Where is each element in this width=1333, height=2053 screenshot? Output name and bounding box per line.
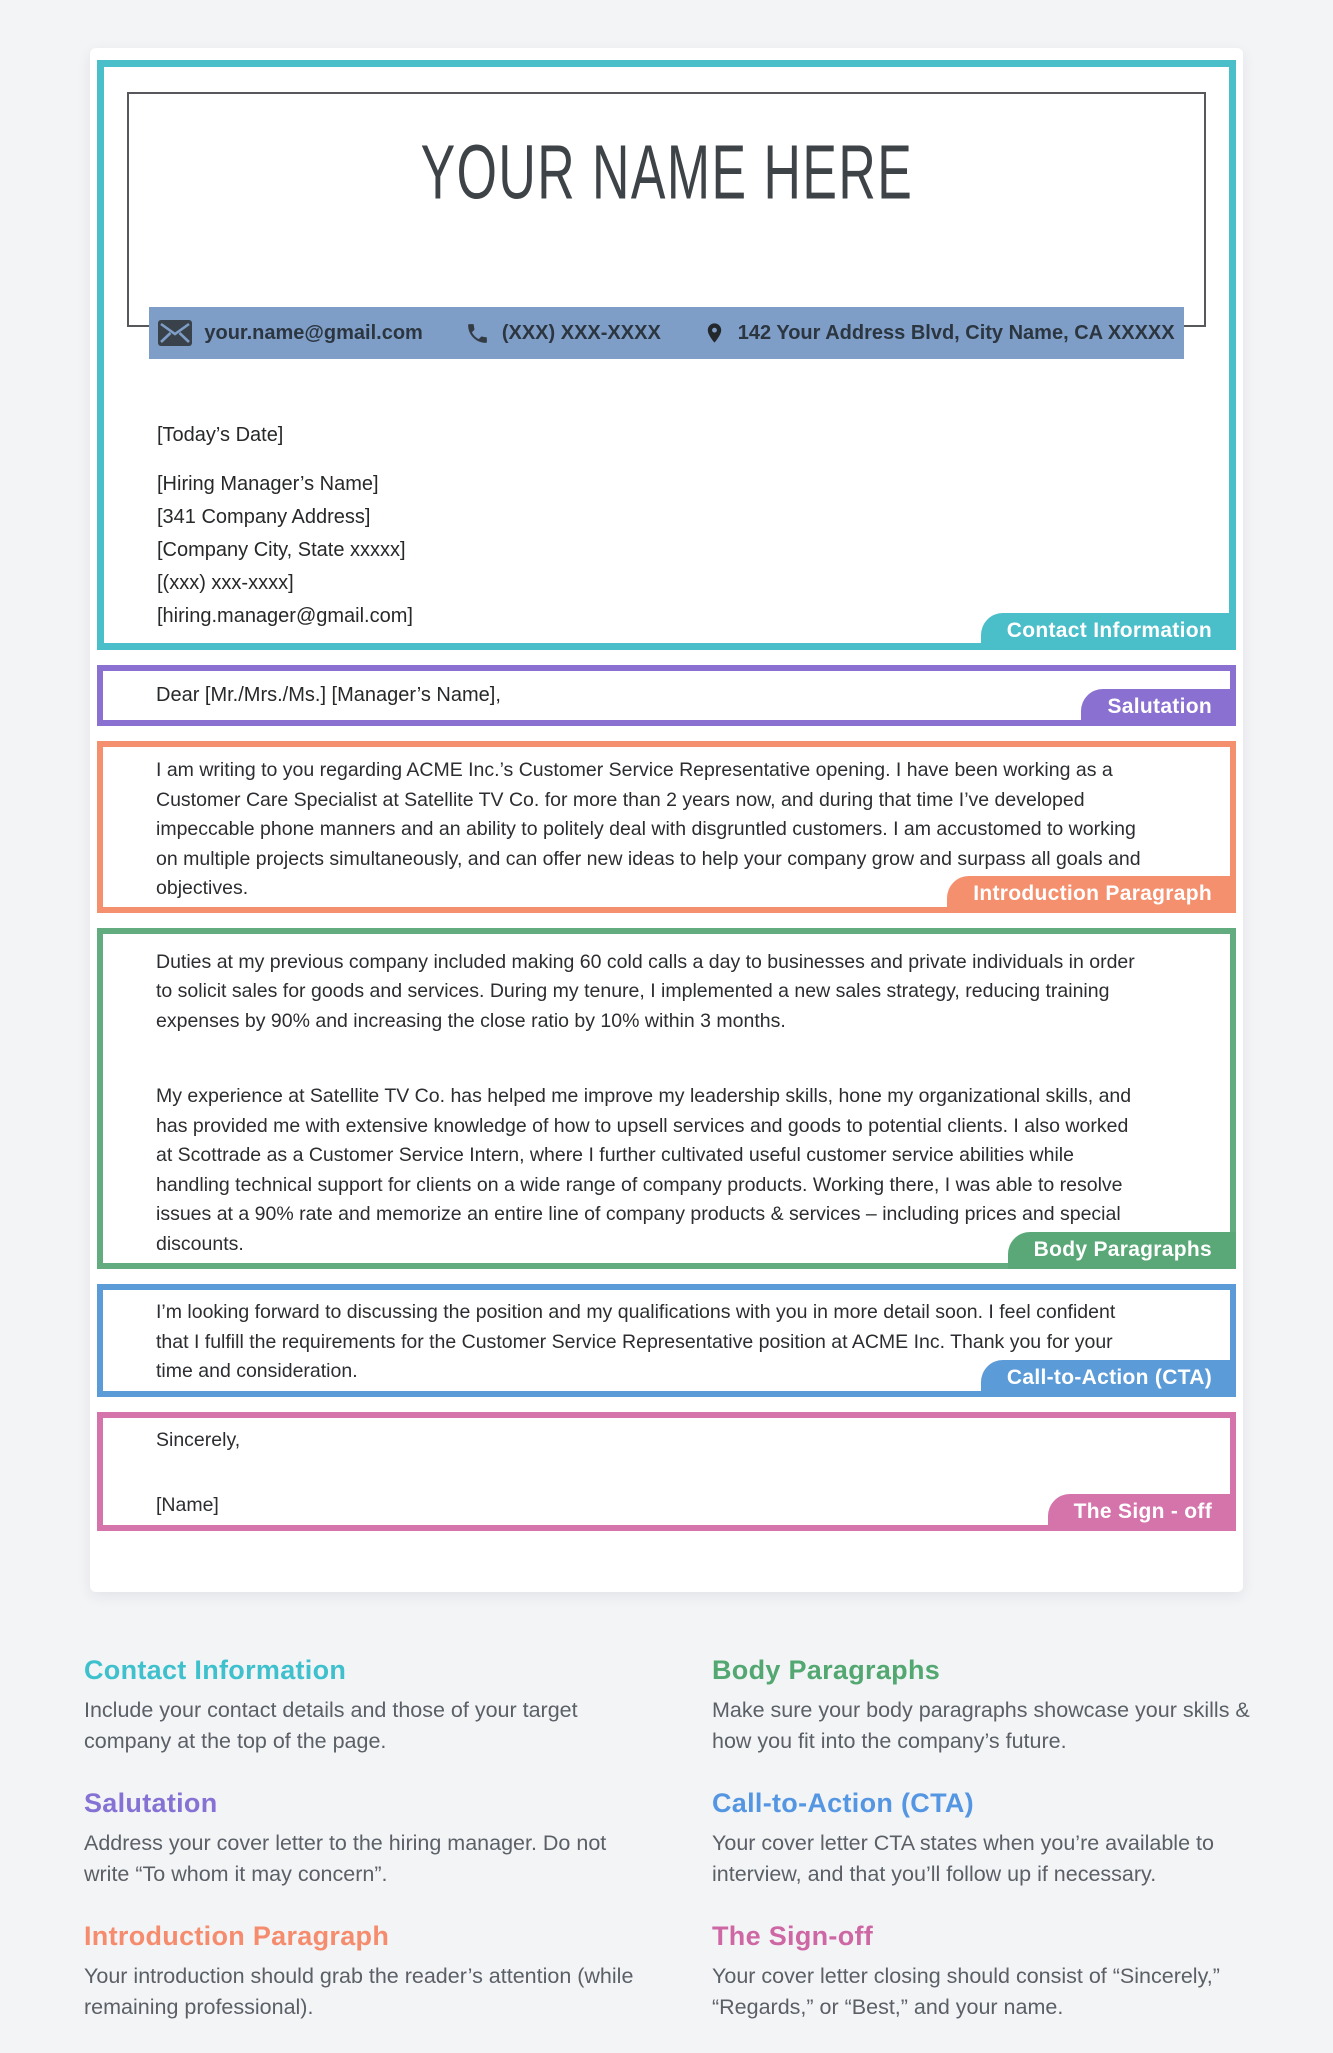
glossary-item-body-paragraphs <box>712 1654 1284 1757</box>
contact-address <box>703 319 1175 347</box>
contact-phone <box>465 321 661 346</box>
recipient-line: [(xxx) xxx-xxxx] <box>157 572 294 594</box>
salutation-text: Dear [Mr./Mrs./Ms.] [Manager’s Name], <box>156 684 501 706</box>
location-pin-icon <box>703 319 726 347</box>
name-wrap <box>129 94 1204 215</box>
glossary-item-sign-off <box>712 1920 1284 2023</box>
section-salutation <box>97 665 1236 726</box>
glossary-text: Your cover letter closing should consist of “Sincerely,” “Regards,” or “Best,” and your name. <box>712 1964 1220 2019</box>
label-salutation: Salutation <box>1081 689 1236 726</box>
section-call-to-action <box>97 1284 1236 1397</box>
glossary-right-column <box>712 1654 1284 2053</box>
label-body-paragraphs: Body Paragraphs <box>1008 1232 1236 1269</box>
glossary-title: Body Paragraphs <box>712 1655 941 1685</box>
section-contact-information <box>97 60 1236 650</box>
glossary-title: The Sign-off <box>712 1921 874 1951</box>
glossary-title: Salutation <box>84 1788 218 1818</box>
letter-content <box>90 48 1243 1531</box>
label-sign-off: The Sign - off <box>1048 1494 1236 1531</box>
todays-date: [Today’s Date] <box>157 424 284 446</box>
glossary-left-column <box>84 1654 712 2053</box>
glossary-item-call-to-action <box>712 1787 1284 1890</box>
label-call-to-action: Call-to-Action (CTA) <box>981 1360 1236 1397</box>
applicant-name: YOUR NAME HERE <box>420 129 913 215</box>
date-and-recipient-block <box>157 419 1229 633</box>
contact-bar <box>149 307 1184 359</box>
section-introduction-paragraph <box>97 741 1236 913</box>
label-introduction-paragraph: Introduction Paragraph <box>947 876 1236 913</box>
glossary-item-introduction-paragraph <box>84 1920 712 2023</box>
glossary-text: Include your contact details and those of your target company at the top of the page. <box>84 1698 578 1753</box>
cta-paragraph: I’m looking forward to discussing the position and my qualifications with you in more detail soon. I feel confident that I fulfill the requirements for the Customer Service Representative position at ACME Inc. Thank you for your time and consideration. <box>156 1301 1116 1382</box>
contact-phone-text: (XXX) XXX-XXXX <box>501 321 661 344</box>
glossary-title: Contact Information <box>84 1655 347 1685</box>
section-sign-off <box>97 1412 1236 1531</box>
recipient-line: [341 Company Address] <box>157 506 371 528</box>
recipient-line: [Company City, State xxxxx] <box>157 539 406 561</box>
body-paragraph: Duties at my previous company included making 60 cold calls a day to businesses and private individuals in order to solicit sales for goods and services. During my tenure, I implemented a new sales strategy, reducing training expenses by 90% and increasing the close ratio by 10% within 3 months. <box>156 950 1135 1032</box>
introduction-paragraph: I am writing to you regarding ACME Inc.’s Customer Service Representative opening. I have been working as a Customer Care Specialist at Satellite TV Co. for more than 2 years now, and during that time I’ve developed impeccable phone manners and an ability to politely deal with disgruntled customers. I am accustomed to working on multiple projects simultaneously, and can offer new ideas to help your company grow and surpass all goals and objectives. <box>156 759 1141 899</box>
glossary-text: Make sure your body paragraphs showcase your skills & how you fit into the company’s future. <box>712 1698 1250 1753</box>
glossary-text: Your cover letter CTA states when you’re available to interview, and that you’ll follow up if necessary. <box>712 1831 1214 1886</box>
name-header-box <box>127 92 1206 344</box>
glossary <box>84 1654 1284 2053</box>
signoff-closing: Sincerely, <box>156 1428 241 1451</box>
phone-icon <box>465 321 490 346</box>
contact-email <box>158 320 422 346</box>
recipient-line: [Hiring Manager’s Name] <box>157 473 379 495</box>
contact-email-text: your.name@gmail.com <box>204 321 423 344</box>
signoff-name: [Name] <box>156 1494 219 1516</box>
section-body-paragraphs <box>97 928 1236 1270</box>
body-paragraph: My experience at Satellite TV Co. has helped me improve my leadership skills, hone my organizational skills, and has provided me with extensive knowledge of how to upsell services and goods to potential clients. I also worked at Scottrade as a Customer Service Intern, where I further cultivated useful customer service abilities while handling technical support for clients on a wide range of company products. Working there, I was able to resolve issues at a 90% rate and memorize an entire line of company products & services – including prices and special discounts. <box>156 1085 1132 1255</box>
email-icon <box>158 320 192 346</box>
glossary-text: Your introduction should grab the reader’s attention (while remaining professional). <box>84 1964 634 2019</box>
label-contact-information: Contact Information <box>981 613 1236 650</box>
contact-address-text: 142 Your Address Blvd, City Name, CA XXXXX <box>737 321 1175 344</box>
glossary-item-salutation <box>84 1787 712 1890</box>
glossary-title: Introduction Paragraph <box>84 1921 390 1951</box>
cover-letter-page <box>90 48 1243 1592</box>
glossary-text: Address your cover letter to the hiring manager. Do not write “To whom it may concern”. <box>84 1831 607 1886</box>
recipient-line: [hiring.manager@gmail.com] <box>157 605 413 627</box>
glossary-item-contact-information <box>84 1654 712 1757</box>
glossary-title: Call-to-Action (CTA) <box>712 1788 974 1818</box>
